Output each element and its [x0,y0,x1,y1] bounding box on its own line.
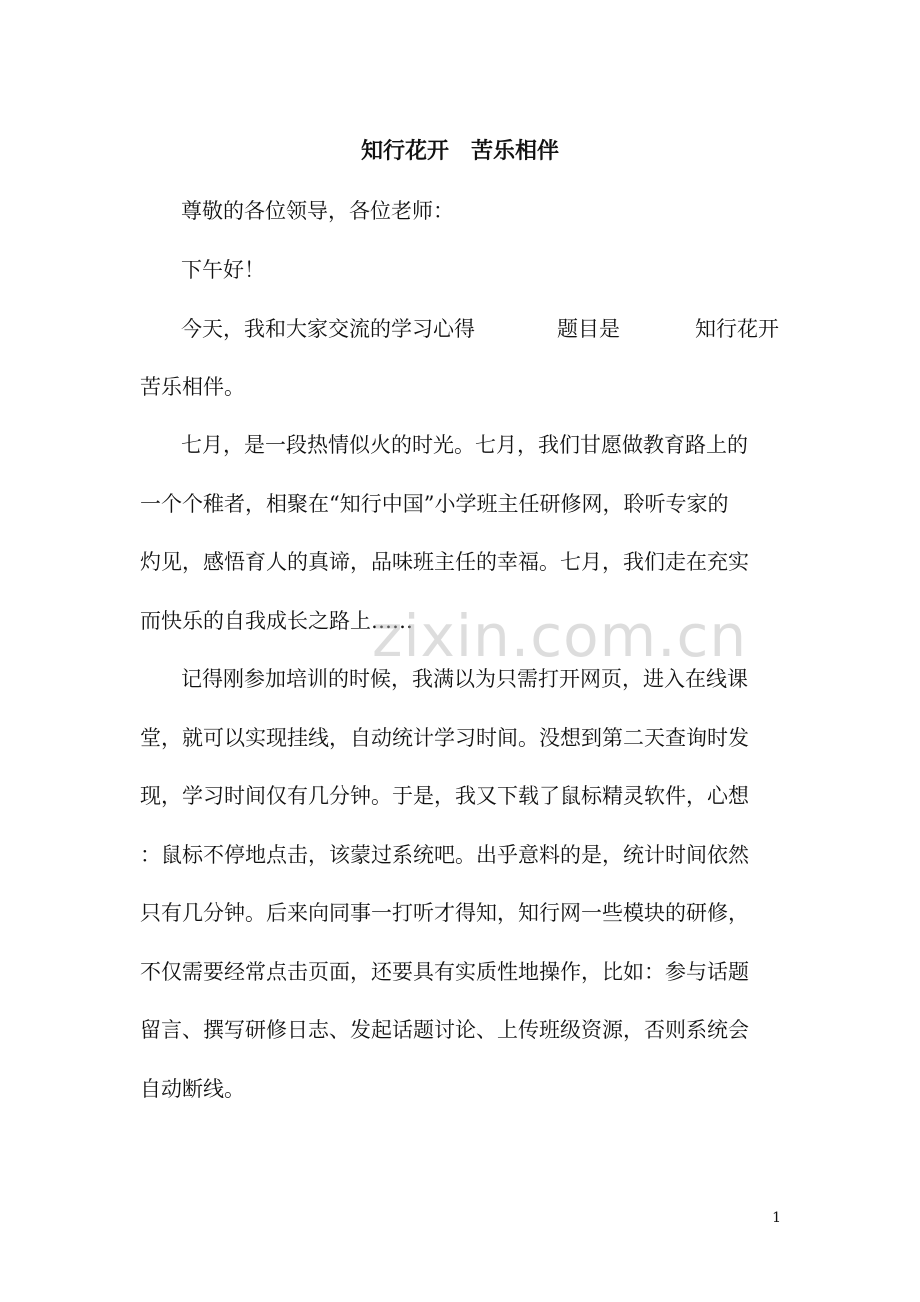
document-title: 知行花开 苦乐相伴 [360,139,559,164]
paragraph3-line: 现，学习时间仅有几分钟。于是，我又下载了鼠标精灵软件，心想 [140,784,749,808]
paragraph3-line: 只有几分钟。后来向同事一打听才得知，知行网一些模块的研修， [140,901,749,925]
salutation-line: 下午好！ [181,258,265,282]
intro-part1: 今天，我和大家交流的学习心得 [181,317,475,341]
intro-part2: 题目是 [557,317,620,341]
page-number: 1 [772,1210,781,1226]
intro-part3: 知行花开 [695,317,779,341]
paragraph3-line: 自动断线。 [140,1077,245,1101]
paragraph2-line: 而快乐的自我成长之路上…… [140,609,413,633]
paragraph2-line: 灼见，感悟育人的真谛，品味班主任的幸福。七月，我们走在充实 [140,550,749,574]
paragraph3-line: 记得刚参加培训的时候，我满以为只需打开网页，进入在线课 [181,667,748,691]
paragraph2-line: 七月，是一段热情似火的时光。七月，我们甘愿做教育路上的 [181,433,748,457]
paragraph2-line: 一个个稚者，相聚在“知行中国”小学班主任研修网，聆听专家的 [140,492,729,516]
watermark: zixin.com.cn [372,602,748,670]
paragraph3-line: 留言、撰写研修日志、发起话题讨论、上传班级资源，否则系统会 [140,1018,749,1042]
paragraph3-line: 堂，就可以实现挂线，自动统计学习时间。没想到第二天查询时发 [140,726,749,750]
paragraph3-line: 不仅需要经常点击页面，还要具有实质性地操作，比如：参与话题 [140,960,749,984]
greeting-line: 尊敬的各位领导，各位老师： [181,199,454,223]
intro-part4: 苦乐相伴。 [140,375,245,399]
paragraph3-line: ：鼠标不停地点击，该蒙过系统吧。出乎意料的是，统计时间依然 [140,843,749,867]
